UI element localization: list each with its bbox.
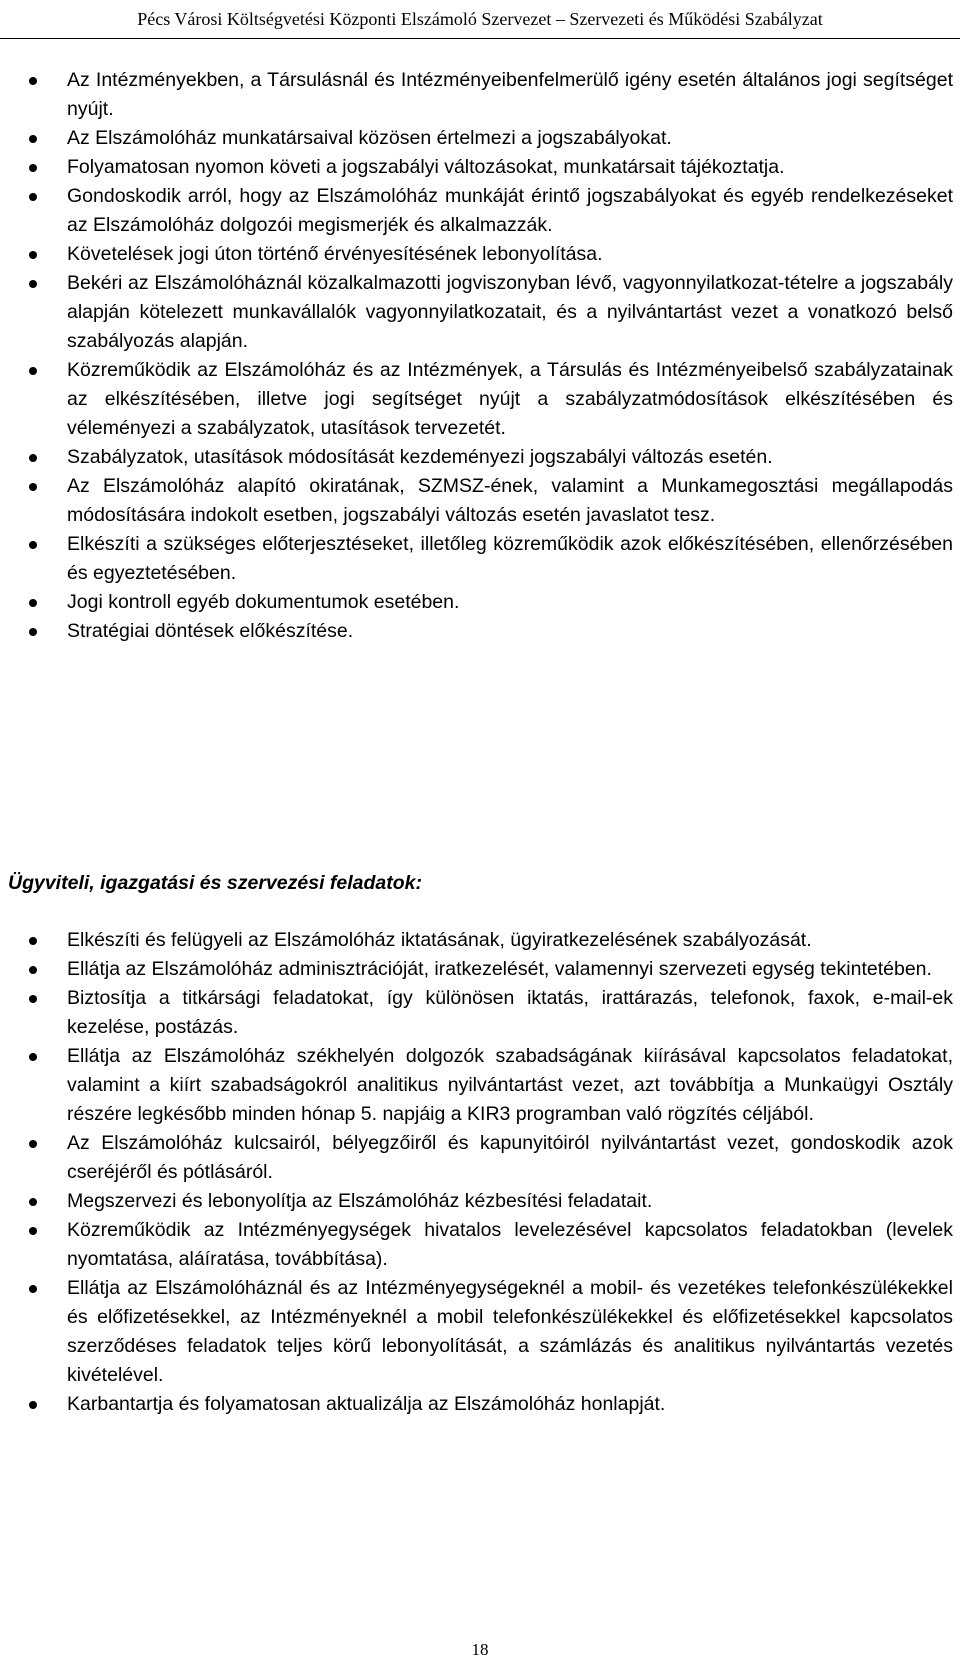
bullet-icon: [29, 1285, 37, 1293]
list-item-text: Jogi kontroll egyéb dokumentumok esetében.: [67, 591, 460, 613]
list-item: [0, 182, 953, 240]
list-item: [0, 1216, 953, 1274]
bullet-icon: [29, 193, 37, 201]
list-item-text: Ellátja az Elszámolóház székhelyén dolgozók szabadságának kiírásával kapcsolatos feladatokat, valamint a kiírt szabadságokról analitikus nyilvántartást vezet, azt továbbítja a Munkaügyi Osztály részére legkésőbb minden hónap 5. napjáig a KIR3 programban való rögzítés céljából.: [67, 1045, 953, 1125]
list-item-text: Szabályzatok, utasítások módosítását kezdeményezi jogszabályi változás esetén.: [67, 446, 773, 468]
bullet-icon: [29, 937, 37, 945]
running-header: Pécs Városi Költségvetési Központi Elszámoló Szervezet – Szervezeti és Működési Szabályzat: [137, 9, 823, 29]
list-item: [0, 443, 953, 472]
bullet-icon: [29, 1140, 37, 1148]
bullet-icon: [29, 483, 37, 491]
bullet-icon: [29, 1227, 37, 1235]
list-item-text: Az Elszámolóház alapító okiratának, SZMSZ-ének, valamint a Munkamegosztási megállapodás módosítására indokolt esetben, jogszabályi változás esetén javaslatot tesz.: [67, 475, 953, 526]
list-item-text: Stratégiai döntések előkészítése.: [67, 620, 354, 642]
bullet-icon: [29, 135, 37, 143]
bullet-icon: [29, 1053, 37, 1061]
legal-tasks-list: [0, 66, 960, 646]
list-item-text: Gondoskodik arról, hogy az Elszámolóház munkáját érintő jogszabályokat és egyéb rendelkezéseket az Elszámolóház dolgozói megismerjék és alkalmazzák.: [67, 185, 953, 236]
list-item-text: Ellátja az Elszámolóháznál és az Intézményegységeknél a mobil- és vezetékes telefonkészülékekkel és előfizetésekkel, az Intézményeknél a mobil telefonkészülékekkel és előfizetésekkel kapcsolatos szerződéses feladatok teljes körű lebonyolítását, a számlázás és analitikus nyilvántartás vezetés kivételével.: [67, 1277, 953, 1386]
list-item: [0, 1129, 953, 1187]
list-item-text: Biztosítja a titkársági feladatokat, így különösen iktatás, irattárazás, telefonok, faxok, e-mail-ek kezelése, postázás.: [67, 987, 953, 1038]
bullet-icon: [29, 77, 37, 85]
list-item: [0, 269, 953, 356]
list-item-text: Követelések jogi úton történő érvényesítésének lebonyolítása.: [67, 243, 603, 265]
list-item: [0, 124, 953, 153]
list-item: [0, 588, 953, 617]
list-item: [0, 472, 953, 530]
list-item-text: Az Elszámolóház munkatársaival közösen értelmezi a jogszabályokat.: [67, 127, 672, 149]
bullet-icon: [29, 164, 37, 172]
list-item-text: Közreműködik az Elszámolóház és az Intézmények, a Társulás és Intézményeibelső szabályzatainak az elkészítésében, illetve jogi segítséget nyújt a szabályzatmódosítások elkészítésében és véleményezi a szabályzatok, utasítások tervezetét.: [67, 359, 953, 439]
bullet-icon: [29, 541, 37, 549]
list-item: [0, 1390, 953, 1419]
list-item-text: Karbantartja és folyamatosan aktualizálja az Elszámolóház honlapját.: [67, 1393, 666, 1415]
list-item: [0, 356, 953, 443]
list-item: [0, 1187, 953, 1216]
list-item: [0, 617, 953, 646]
list-item-text: Elkészíti a szükséges előterjesztéseket, illetőleg közreműködik azok előkészítésében, ellenőrzésében és egyeztetésében.: [67, 533, 953, 584]
bullet-icon: [29, 251, 37, 259]
list-item: [0, 66, 953, 124]
list-item: [0, 926, 953, 955]
list-item: [0, 984, 953, 1042]
list-item-text: Az Intézményekben, a Társulásnál és Intézményeibenfelmerülő igény esetén általános jogi segítséget nyújt.: [67, 69, 953, 120]
bullet-icon: [29, 367, 37, 375]
list-item-text: Elkészíti és felügyeli az Elszámolóház iktatásának, ügyiratkezelésének szabályozását.: [67, 929, 812, 951]
list-item: [0, 955, 953, 984]
list-item: [0, 153, 953, 182]
bullet-icon: [29, 966, 37, 974]
header-rule: [0, 38, 960, 39]
list-item-text: Ellátja az Elszámolóház adminisztrációját, iratkezelését, valamennyi szervezeti egység tekintetében.: [67, 958, 932, 980]
bullet-icon: [29, 1401, 37, 1409]
administrative-tasks-list: [0, 926, 960, 1419]
list-item: [0, 1274, 953, 1390]
bullet-icon: [29, 454, 37, 462]
list-item-text: Folyamatosan nyomon követi a jogszabályi változásokat, munkatársait tájékoztatja.: [67, 156, 785, 178]
bullet-icon: [29, 280, 37, 288]
bullet-icon: [29, 628, 37, 636]
list-item-text: Megszervezi és lebonyolítja az Elszámolóház kézbesítési feladatait.: [67, 1190, 653, 1212]
list-item-text: Bekéri az Elszámolóháznál közalkalmazotti jogviszonyban lévő, vagyonnyilatkozat-tételre a jogszabály alapján kötelezett munkavállalók vagyonnyilatkozatait, és a nyilvántartást vezet a vonatkozó belső szabályozás alapján.: [67, 272, 953, 352]
bullet-icon: [29, 599, 37, 607]
list-item-text: Az Elszámolóház kulcsairól, bélyegzőiről és kapunyitóiról nyilvántartást vezet, gondoskodik azok cseréjéről és pótlásáról.: [67, 1132, 953, 1183]
list-item: [0, 1042, 953, 1129]
list-item: [0, 530, 953, 588]
list-item-text: Közreműködik az Intézményegységek hivatalos levelezésével kapcsolatos feladatokban (levelek nyomtatása, aláíratása, továbbítása).: [67, 1219, 953, 1270]
bullet-icon: [29, 1198, 37, 1206]
list-item: [0, 240, 953, 269]
page-number: 18: [471, 1640, 489, 1659]
section-heading: Ügyviteli, igazgatási és szervezési feladatok:: [8, 872, 423, 894]
bullet-icon: [29, 995, 37, 1003]
